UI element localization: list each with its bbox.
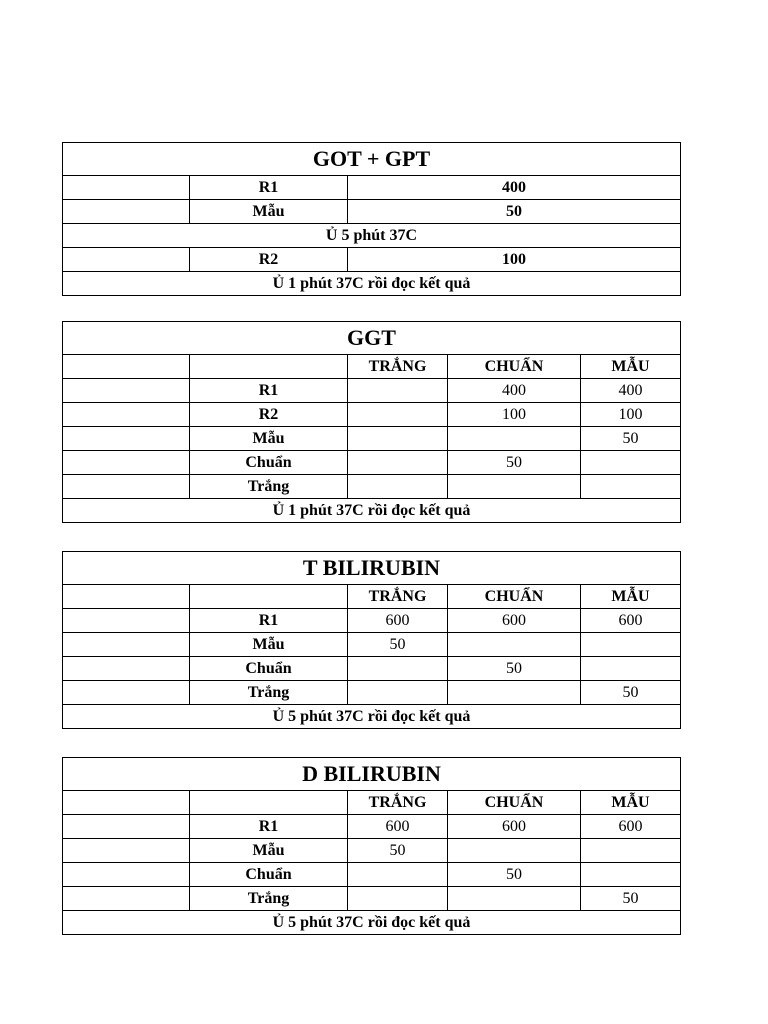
column-header-trang: TRẮNG	[348, 791, 448, 815]
cell-trang	[348, 475, 448, 499]
got-gpt-title: GOT + GPT	[63, 143, 681, 176]
incubation-note: Ủ 5 phút 37C	[63, 224, 681, 248]
column-header-trang: TRẮNG	[348, 585, 448, 609]
header-row	[63, 791, 681, 815]
d-bilirubin-title: D BILIRUBIN	[63, 758, 681, 791]
cell-chuan	[448, 475, 581, 499]
cell-chuan: 50	[448, 657, 581, 681]
row-label: R2	[190, 248, 348, 272]
row-label: Trắng	[190, 475, 348, 499]
cell-chuan: 50	[448, 451, 581, 475]
row-label: Mẫu	[190, 633, 348, 657]
row-label: Chuẩn	[190, 863, 348, 887]
t-bilirubin-table	[62, 551, 681, 729]
table-row	[63, 272, 681, 296]
cell-chuan: 50	[448, 863, 581, 887]
cell-mau	[581, 657, 681, 681]
cell-chuan	[448, 633, 581, 657]
cell-mau: 400	[581, 379, 681, 403]
cell-chuan: 600	[448, 815, 581, 839]
cell-chuan	[448, 887, 581, 911]
table-row	[63, 839, 681, 863]
table-row	[63, 427, 681, 451]
cell-mau	[581, 475, 681, 499]
table-row	[63, 657, 681, 681]
cell-mau	[581, 451, 681, 475]
row-label: R1	[190, 176, 348, 200]
cell-trang	[348, 379, 448, 403]
d-bilirubin-table	[62, 757, 681, 935]
cell-mau: 50	[581, 681, 681, 705]
table-row	[63, 499, 681, 523]
table-row	[63, 451, 681, 475]
table-row	[63, 705, 681, 729]
row-label: Mẫu	[190, 200, 348, 224]
table-row	[63, 609, 681, 633]
column-header-chuan: CHUẨN	[448, 585, 581, 609]
header-row	[63, 355, 681, 379]
cell-trang	[348, 887, 448, 911]
row-label: Mẫu	[190, 839, 348, 863]
table-row	[63, 475, 681, 499]
table-row	[63, 403, 681, 427]
table-row	[63, 248, 681, 272]
column-header-mau: MẪU	[581, 355, 681, 379]
cell-chuan: 100	[448, 403, 581, 427]
table-row	[63, 863, 681, 887]
column-header-chuan: CHUẨN	[448, 355, 581, 379]
cell-trang	[348, 657, 448, 681]
cell-mau: 600	[581, 815, 681, 839]
table-row	[63, 681, 681, 705]
cell-trang: 50	[348, 839, 448, 863]
cell-mau: 600	[581, 609, 681, 633]
column-header-mau: MẪU	[581, 791, 681, 815]
cell-trang	[348, 427, 448, 451]
row-value: 50	[348, 200, 681, 224]
table-row	[63, 887, 681, 911]
cell-chuan: 400	[448, 379, 581, 403]
table-row	[63, 815, 681, 839]
cell-chuan: 600	[448, 609, 581, 633]
cell-chuan	[448, 427, 581, 451]
row-label: R1	[190, 609, 348, 633]
table-row	[63, 379, 681, 403]
table-row	[63, 633, 681, 657]
table-row	[63, 176, 681, 200]
row-label: R1	[190, 379, 348, 403]
cell-mau: 50	[581, 887, 681, 911]
t-bilirubin-title: T BILIRUBIN	[63, 552, 681, 585]
cell-trang	[348, 681, 448, 705]
row-value: 100	[348, 248, 681, 272]
column-header-chuan: CHUẨN	[448, 791, 581, 815]
cell-mau: 100	[581, 403, 681, 427]
incubation-note: Ủ 1 phút 37C rồi đọc kết quả	[63, 272, 681, 296]
row-label: Trắng	[190, 887, 348, 911]
row-label: Mẫu	[190, 427, 348, 451]
incubation-note: Ủ 5 phút 37C rồi đọc kết quả	[63, 911, 681, 935]
cell-chuan	[448, 681, 581, 705]
row-label: R2	[190, 403, 348, 427]
cell-trang	[348, 451, 448, 475]
table-row	[63, 911, 681, 935]
row-label: Trắng	[190, 681, 348, 705]
ggt-table	[62, 321, 681, 523]
got-gpt-table	[62, 142, 681, 296]
column-header-mau: MẪU	[581, 585, 681, 609]
row-label: R1	[190, 815, 348, 839]
row-label: Chuẩn	[190, 451, 348, 475]
cell-mau	[581, 863, 681, 887]
incubation-note: Ủ 5 phút 37C rồi đọc kết quả	[63, 705, 681, 729]
cell-mau	[581, 839, 681, 863]
incubation-note: Ủ 1 phút 37C rồi đọc kết quả	[63, 499, 681, 523]
table-row	[63, 224, 681, 248]
cell-mau: 50	[581, 427, 681, 451]
cell-trang: 600	[348, 815, 448, 839]
column-header-trang: TRẮNG	[348, 355, 448, 379]
cell-trang: 50	[348, 633, 448, 657]
cell-trang	[348, 863, 448, 887]
row-value: 400	[348, 176, 681, 200]
cell-trang: 600	[348, 609, 448, 633]
header-row	[63, 585, 681, 609]
table-row	[63, 200, 681, 224]
cell-trang	[348, 403, 448, 427]
cell-mau	[581, 633, 681, 657]
ggt-title: GGT	[63, 322, 681, 355]
cell-chuan	[448, 839, 581, 863]
row-label: Chuẩn	[190, 657, 348, 681]
